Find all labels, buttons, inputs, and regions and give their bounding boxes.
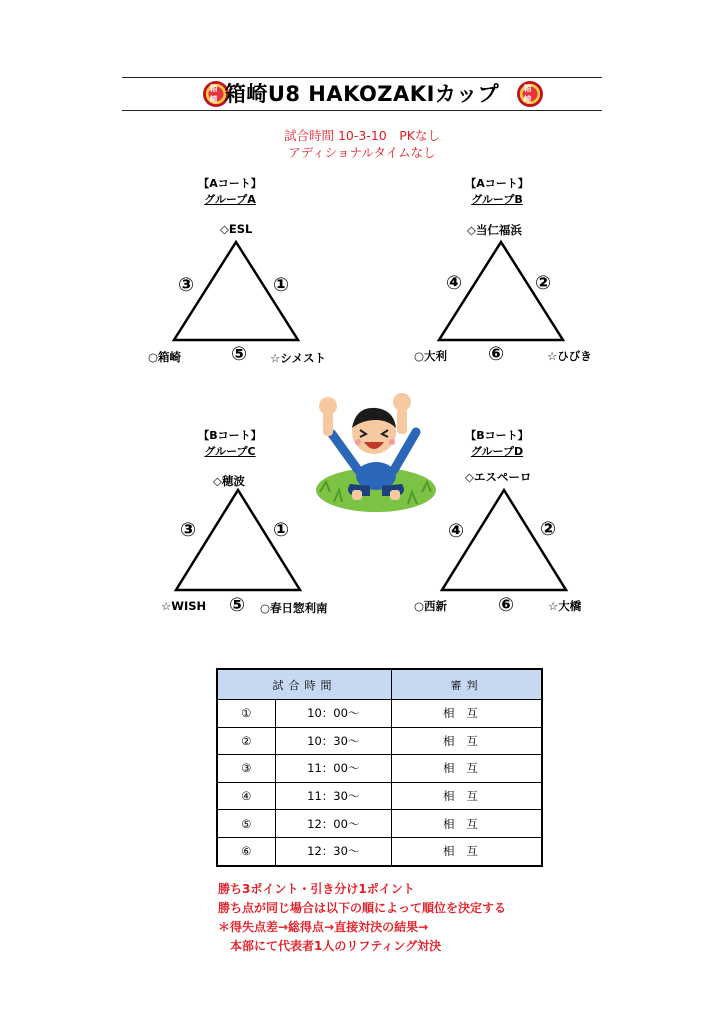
match-number: ④ (217, 782, 275, 810)
group-b-left-team: ○大利 (414, 349, 448, 363)
match-number: ① (217, 700, 275, 728)
group-c-left-match: ③ (180, 519, 197, 541)
header-bottom-rule (122, 110, 602, 111)
table-row (217, 700, 542, 728)
club-emblem-right: 箱崎 (517, 81, 543, 107)
group-b-top-team: ◇当仁福浜 (467, 223, 522, 237)
group-b-header (452, 176, 542, 208)
ranking-notes (218, 880, 506, 956)
group-c-left-team: ☆WISH (161, 599, 207, 613)
match-time: 11：00～ (275, 755, 391, 783)
rule-additional-time: アディショナルタイムなし (288, 145, 436, 160)
club-emblem-left: 箱崎 (203, 81, 229, 107)
note-tiebreak-final: 本部にて代表者1人のリフティング対決 (218, 939, 442, 953)
note-points: 勝ち3ポイント・引き分け1ポイント (218, 882, 415, 896)
match-referee: 相互 (391, 782, 542, 810)
group-a-left-team: ○箱崎 (148, 350, 182, 364)
group-d-bottom-match: ⑥ (498, 594, 515, 616)
group-a-right-match: ① (273, 274, 290, 296)
rule-match-time: 試合時間 10-3-10 PKなし (284, 128, 440, 143)
match-number: ② (217, 727, 275, 755)
table-row (217, 727, 542, 755)
court-label: 【Bコート】 (465, 429, 529, 442)
group-b-right-match: ② (535, 272, 552, 294)
group-d-top-team: ◇エスペーロ (465, 470, 532, 484)
group-label: グループB (471, 193, 523, 206)
group-d-right-team: ☆大橋 (548, 599, 582, 613)
match-referee: 相互 (391, 810, 542, 838)
group-c-header (185, 428, 275, 460)
group-a-top-team: ◇ESL (220, 222, 253, 236)
group-a-bottom-match: ⑤ (231, 343, 248, 365)
match-number: ⑤ (217, 810, 275, 838)
group-label: グループC (204, 445, 256, 458)
group-a-header (185, 176, 275, 208)
match-time: 10：30～ (275, 727, 391, 755)
header-match-time: 試合時間 (217, 669, 391, 700)
table-row (217, 755, 542, 783)
group-c-right-team: ○春日惣利南 (260, 601, 328, 615)
group-b-right-team: ☆ひびき (547, 349, 592, 363)
group-d-header (452, 428, 542, 460)
group-d-left-team: ○西新 (414, 599, 448, 613)
group-b-left-match: ④ (446, 272, 463, 294)
table-row (217, 837, 542, 865)
court-label: 【Aコート】 (465, 177, 529, 190)
table-row (217, 782, 542, 810)
page-title: 箱崎U8 HAKOZAKIカップ (224, 82, 500, 106)
group-c-top-team: ◇穂波 (213, 474, 245, 488)
match-time: 12：00～ (275, 810, 391, 838)
table-row (217, 810, 542, 838)
match-referee: 相互 (391, 837, 542, 865)
group-label: グループA (204, 193, 256, 206)
group-d-left-match: ④ (448, 520, 465, 542)
header-referee: 審判 (391, 669, 542, 700)
match-referee: 相互 (391, 700, 542, 728)
match-time: 12：30～ (275, 837, 391, 865)
match-number: ③ (217, 755, 275, 783)
court-label: 【Bコート】 (198, 429, 262, 442)
court-label: 【Aコート】 (198, 177, 262, 190)
group-a-left-match: ③ (178, 274, 195, 296)
group-b-bottom-match: ⑥ (488, 343, 505, 365)
match-referee: 相互 (391, 755, 542, 783)
match-referee: 相互 (391, 727, 542, 755)
match-number: ⑥ (217, 837, 275, 865)
group-c-bottom-match: ⑤ (229, 594, 246, 616)
table-header-row (217, 669, 542, 700)
note-tiebreak-intro: 勝ち点が同じ場合は以下の順によって順位を決定する (218, 901, 507, 915)
group-a-right-team: ☆シメスト (270, 351, 326, 365)
group-c-right-match: ① (273, 519, 290, 541)
group-label: グループD (470, 445, 524, 458)
match-time: 11：30～ (275, 782, 391, 810)
match-time: 10：00～ (275, 700, 391, 728)
note-tiebreak-order: ＊得失点差→総得点→直接対決の結果→ (218, 920, 429, 934)
schedule-table (216, 668, 543, 867)
group-d-right-match: ② (540, 518, 557, 540)
celebrating-boy-icon (312, 392, 440, 520)
